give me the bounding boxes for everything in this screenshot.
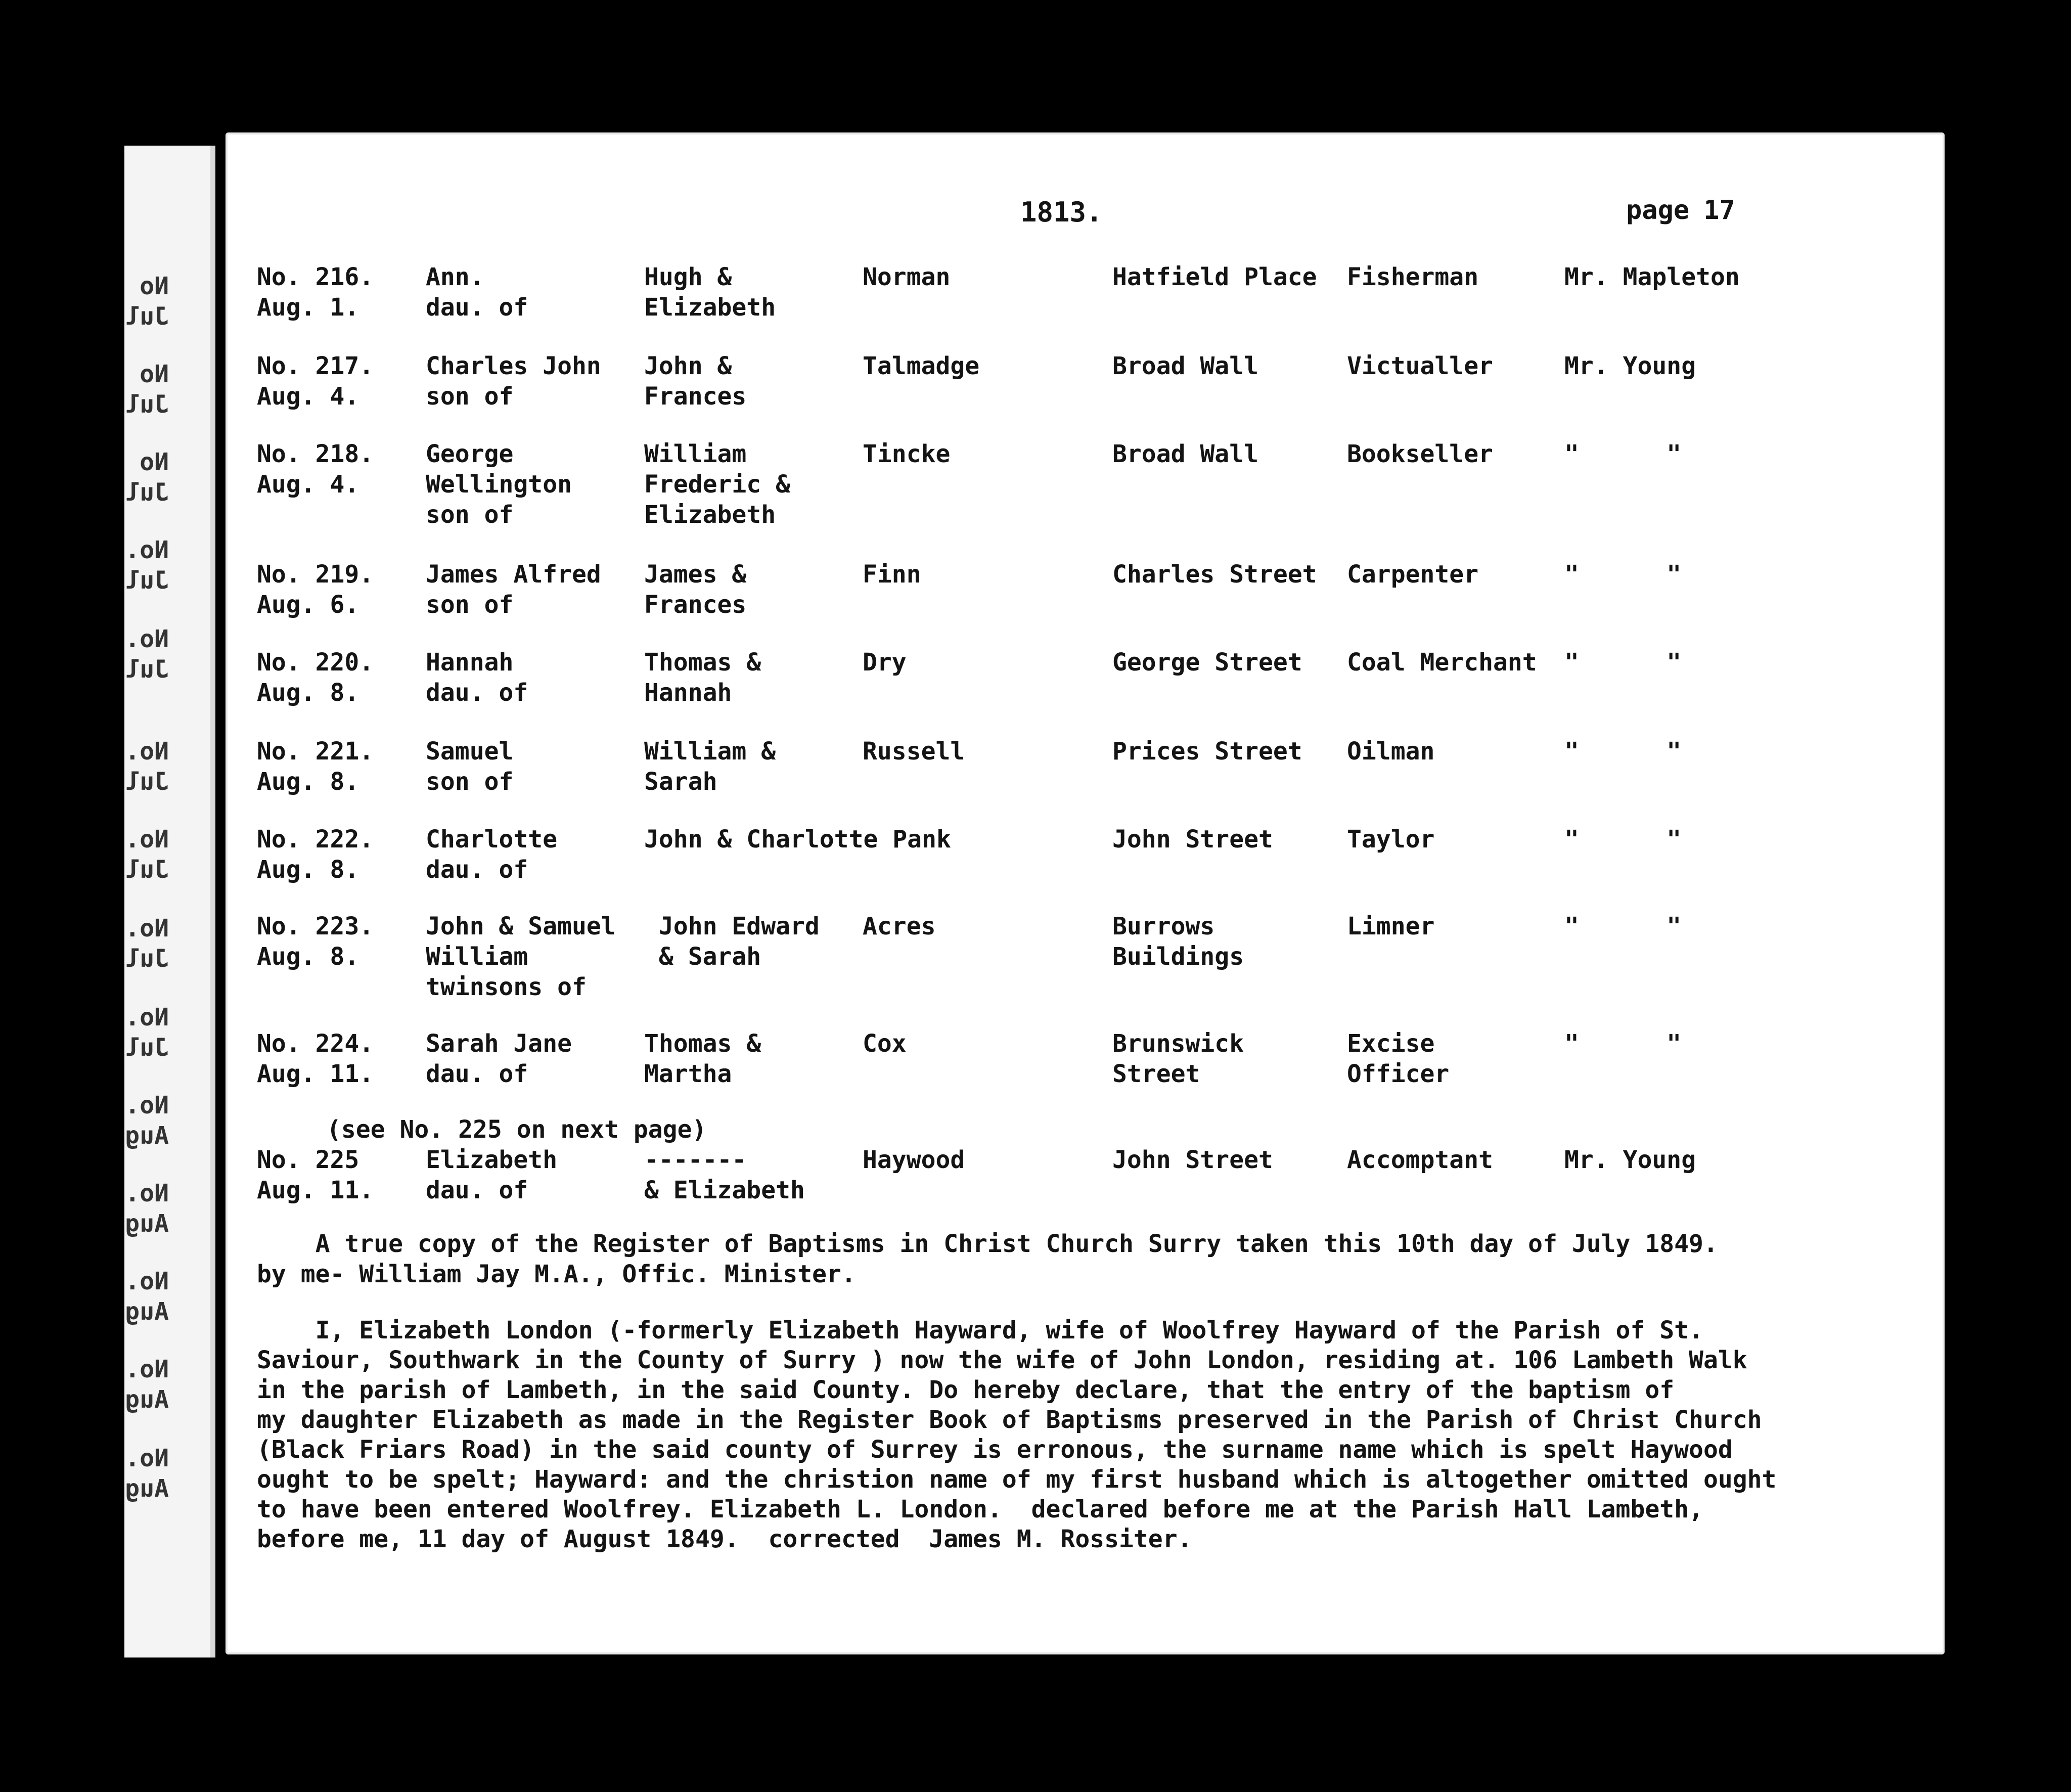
- child-name-line: William: [426, 943, 528, 971]
- declaration-line: my daughter Elizabeth as made in the Register Book of Baptisms preserved in the Parish of Christ Church: [257, 1406, 1762, 1434]
- trade: [1347, 1028, 1449, 1089]
- entry-number-line: Aug. 8.: [257, 679, 359, 707]
- trade-line: Coal Merchant: [1347, 648, 1537, 677]
- child-name: [426, 262, 528, 323]
- parents-names-line: Martha: [644, 1060, 732, 1088]
- abode: [1112, 351, 1258, 381]
- trade-line: Oilman: [1347, 737, 1435, 766]
- parents-names-line: Frances: [644, 591, 747, 619]
- entry-number-line: Aug. 1.: [257, 293, 359, 322]
- minister: [1564, 351, 1696, 381]
- margin-fragment-line: Jul: [125, 302, 169, 331]
- parents-names: [644, 911, 820, 972]
- margin-fragment-line: Aug: [125, 1122, 169, 1150]
- trade-line: Fisherman: [1347, 263, 1479, 291]
- entry-number-line: Aug. 11.: [257, 1176, 374, 1204]
- minister: [1564, 736, 1681, 767]
- margin-fragment-line: No: [140, 360, 169, 388]
- margin-fragment-line: No.: [125, 737, 169, 766]
- abode-line: John Street: [1112, 1146, 1273, 1174]
- minister-line: " ": [1564, 648, 1682, 677]
- minister-line: " ": [1564, 737, 1682, 766]
- abode-line: Street: [1112, 1060, 1200, 1088]
- surname-line: Tincke: [863, 440, 951, 468]
- surname-line: Cox: [863, 1029, 907, 1058]
- parents-names-line: Frances: [644, 382, 747, 411]
- child-name: [426, 351, 601, 412]
- child-name-line: John & Samuel: [426, 912, 616, 940]
- entry-number: [257, 824, 374, 885]
- parents-names: [644, 1028, 761, 1089]
- child-name-line: Charles John: [426, 352, 601, 380]
- surname-line: Acres: [863, 912, 936, 940]
- trade: [1347, 439, 1493, 469]
- minister-line: " ": [1564, 825, 1682, 854]
- margin-fragment-line: Aug: [125, 1474, 169, 1503]
- margin-fragment: [125, 824, 169, 885]
- declaration-line: Saviour, Southwark in the County of Surry ) now the wife of John London, residing at. 106 Lambeth Walk: [257, 1346, 1747, 1374]
- certification-line: A true copy of the Register of Baptisms in Christ Church Surry taken this 10th day of July 1849.: [257, 1230, 1718, 1258]
- minister-line: Mr. Young: [1564, 352, 1696, 380]
- minister-line: Mr. Young: [1564, 1146, 1696, 1174]
- entry-number-line: No. 220.: [257, 648, 374, 677]
- margin-fragment: [125, 1090, 169, 1151]
- parents-names-line: -------: [644, 1146, 747, 1174]
- margin-fragment: [125, 447, 169, 508]
- parents-names: [644, 647, 761, 708]
- trade: [1347, 559, 1478, 590]
- parents-names: [644, 439, 790, 530]
- entry-number: [257, 911, 374, 972]
- abode: [1112, 736, 1302, 767]
- register-page: [226, 132, 1945, 1654]
- certification-line: by me- William Jay M.A., Offic. Minister.: [257, 1260, 856, 1288]
- abode-line: Charles Street: [1112, 560, 1317, 589]
- declaration-line: I, Elizabeth London (-formerly Elizabeth Hayward, wife of Woolfrey Hayward of the Parish of St.: [257, 1316, 1703, 1345]
- margin-fragment-line: No.: [125, 625, 169, 653]
- trade: [1347, 736, 1434, 767]
- child-name: [426, 736, 513, 797]
- abode: [1112, 262, 1317, 292]
- surname-line: Finn: [863, 560, 921, 589]
- margin-fragment: [125, 1002, 169, 1063]
- entry-number: [257, 647, 374, 708]
- entry-number-line: No. 218.: [257, 440, 374, 468]
- margin-fragment-line: No.: [125, 914, 169, 943]
- margin-fragment: [125, 736, 169, 797]
- abode: [1112, 439, 1258, 469]
- child-name-line: dau. of: [426, 679, 528, 707]
- surname: [863, 1145, 965, 1175]
- surname-line: Dry: [863, 648, 907, 677]
- parents-names-line: Hannah: [644, 679, 732, 707]
- minister: [1564, 647, 1681, 678]
- surname: [863, 559, 921, 590]
- child-name-line: Elizabeth: [426, 1146, 558, 1174]
- parents-names: [644, 351, 746, 412]
- abode-line: Broad Wall: [1112, 352, 1258, 380]
- abode: [1112, 911, 1244, 972]
- parents-names-line: & Elizabeth: [644, 1176, 805, 1204]
- parents-names-line: John &: [644, 352, 732, 380]
- margin-fragment: [125, 1266, 169, 1327]
- declaration-line: to have been entered Woolfrey. Elizabeth L. London. declared before me at the Parish Hall Lambeth,: [257, 1495, 1703, 1524]
- child-name-line: Ann.: [426, 263, 484, 291]
- margin-fragment-line: Aug: [125, 1385, 169, 1414]
- trade: [1347, 824, 1434, 855]
- declaration-line: (Black Friars Road) in the said county of Surrey is erronous, the surname name which is spelt Haywood: [257, 1436, 1733, 1464]
- trade: [1347, 351, 1493, 381]
- margin-fragment-line: No.: [125, 1355, 169, 1383]
- child-name-line: Sarah Jane: [426, 1029, 572, 1058]
- trade-line: Bookseller: [1347, 440, 1493, 468]
- parents-names-line: Frederic &: [644, 470, 790, 499]
- margin-fragment-line: Jul: [125, 390, 169, 419]
- margin-fragment-line: No: [140, 272, 169, 300]
- declaration-line: before me, 11 day of August 1849. corrected James M. Rossiter.: [257, 1525, 1192, 1553]
- child-name: [426, 911, 616, 1002]
- abode-line: George Street: [1112, 648, 1302, 677]
- child-name-line: Samuel: [426, 737, 514, 766]
- page-number-value: 17: [1703, 195, 1735, 226]
- margin-fragment: [125, 1354, 169, 1415]
- margin-fragment: [125, 1443, 169, 1504]
- minister: [1564, 439, 1681, 469]
- surname: [863, 262, 950, 292]
- margin-fragment-line: Jul: [125, 566, 169, 595]
- entry-number-line: Aug. 4.: [257, 470, 359, 499]
- margin-fragment: [125, 359, 169, 420]
- parents-names-line: William: [644, 440, 747, 468]
- abode: [1112, 1145, 1273, 1175]
- parents-names: [644, 736, 776, 797]
- minister: [1564, 1145, 1696, 1175]
- abode-line: Broad Wall: [1112, 440, 1258, 468]
- child-name-line: James Alfred: [426, 560, 601, 589]
- trade: [1347, 1145, 1493, 1175]
- margin-fragment-line: Jul: [125, 945, 169, 973]
- surname: [863, 351, 979, 381]
- trade-line: Limner: [1347, 912, 1435, 940]
- abode-line: Buildings: [1112, 943, 1244, 971]
- entry-number: [257, 559, 374, 620]
- child-name-line: dau. of: [426, 1176, 528, 1204]
- surname-line: Talmadge: [863, 352, 980, 380]
- minister: [1564, 824, 1681, 855]
- entry-number-line: No. 223.: [257, 912, 374, 940]
- surname: [863, 439, 950, 469]
- entry-number-line: No. 222.: [257, 825, 374, 854]
- margin-fragment-line: No.: [125, 1444, 169, 1472]
- parents-names-line: John & Charlotte Pank: [644, 825, 951, 854]
- parents-names: [644, 559, 746, 620]
- margin-fragment-line: No.: [125, 1179, 169, 1207]
- margin-fragment-line: No.: [125, 825, 169, 854]
- parents-names: [644, 824, 951, 855]
- margin-fragment-line: No.: [125, 1003, 169, 1032]
- page-label: page: [1626, 195, 1690, 226]
- entry-number: [257, 351, 374, 412]
- declaration-line: in the parish of Lambeth, in the said County. Do hereby declare, that the entry of the baptism of: [257, 1376, 1675, 1404]
- entry-number-line: No. 224.: [257, 1029, 374, 1058]
- margin-fragment-line: Jul: [125, 655, 169, 684]
- page-number: [1626, 195, 1735, 226]
- trade-line: Carpenter: [1347, 560, 1479, 589]
- surname-line: Norman: [863, 263, 951, 291]
- trade-line: Taylor: [1347, 825, 1435, 854]
- declaration-line: ought to be spelt; Hayward: and the christion name of my first husband which is altogether omitted ought: [257, 1465, 1777, 1494]
- margin-fragment-line: No.: [125, 1091, 169, 1119]
- surname: [863, 911, 936, 942]
- certification-paragraph: [257, 1229, 1905, 1289]
- margin-fragment-line: No: [140, 448, 169, 476]
- entry-number-line: No. 225: [257, 1146, 359, 1174]
- child-name-line: son of: [426, 382, 514, 411]
- trade: [1347, 647, 1537, 678]
- entry-number-line: Aug. 11.: [257, 1060, 374, 1088]
- child-name-line: twinsons of: [426, 973, 587, 1001]
- minister: [1564, 911, 1681, 942]
- child-name-line: dau. of: [426, 1060, 528, 1088]
- margin-fragment: [125, 624, 169, 685]
- abode: [1112, 1028, 1244, 1089]
- entry-number: [257, 736, 374, 797]
- minister-line: " ": [1564, 1029, 1682, 1058]
- margin-fragment-line: No.: [125, 536, 169, 564]
- margin-fragment-line: Aug: [125, 1209, 169, 1238]
- parents-names: [644, 1145, 805, 1205]
- child-name-line: Wellington: [426, 470, 572, 499]
- margin-fragment-line: Jul: [125, 856, 169, 884]
- margin-fragment: [125, 535, 169, 596]
- margin-fragment: [125, 1178, 169, 1239]
- abode: [1112, 824, 1273, 855]
- child-name: [426, 824, 557, 885]
- entry-number: [257, 262, 374, 323]
- entry-number: [257, 439, 374, 500]
- entry-row: [226, 439, 1945, 560]
- margin-fragment-line: Jul: [125, 768, 169, 796]
- minister: [1564, 262, 1740, 292]
- margin-fragment-line: No.: [125, 1267, 169, 1295]
- trade-line: Accomptant: [1347, 1146, 1493, 1174]
- margin-fragment: [125, 913, 169, 974]
- parents-names-line: Elizabeth: [644, 293, 776, 322]
- child-name-line: son of: [426, 591, 514, 619]
- surname: [863, 736, 965, 767]
- abode-line: Prices Street: [1112, 737, 1302, 766]
- entry-number-line: Aug. 8.: [257, 943, 359, 971]
- surname-line: Russell: [863, 737, 965, 766]
- child-name: [426, 439, 572, 530]
- entry-number-line: No. 219.: [257, 560, 374, 589]
- abode-line: Burrows: [1112, 912, 1215, 940]
- surname: [863, 647, 907, 678]
- trade-line: Officer: [1347, 1060, 1450, 1088]
- surname: [863, 1028, 907, 1059]
- parents-names: [644, 262, 776, 323]
- child-name-line: dau. of: [426, 293, 528, 322]
- margin-fragment-line: Aug: [125, 1297, 169, 1326]
- child-name-line: son of: [426, 501, 514, 529]
- abode-line: Brunswick: [1112, 1029, 1244, 1058]
- parents-names-line: Hugh &: [644, 263, 732, 291]
- abode-line: John Street: [1112, 825, 1273, 854]
- parents-names-line: Elizabeth: [644, 501, 776, 529]
- parents-names-line: Sarah: [644, 768, 717, 796]
- entry-number-line: Aug. 8.: [257, 856, 359, 884]
- trade-line: Victualler: [1347, 352, 1493, 380]
- register-year: 1813.: [1020, 196, 1103, 228]
- minister: [1564, 559, 1681, 590]
- entry-number-line: Aug. 6.: [257, 591, 359, 619]
- abode-line: Hatfield Place: [1112, 263, 1317, 291]
- entry-number: [257, 1028, 374, 1089]
- see-next-page-note: (see No. 225 on next page): [327, 1115, 707, 1144]
- parents-names-line: Thomas &: [644, 1029, 761, 1058]
- entry-number-line: No. 216.: [257, 263, 374, 291]
- child-name-line: Charlotte: [426, 825, 558, 854]
- minister: [1564, 1028, 1681, 1059]
- entry-number-line: Aug. 4.: [257, 382, 359, 411]
- child-name: [426, 1145, 557, 1205]
- child-name-line: son of: [426, 768, 514, 796]
- abode: [1112, 647, 1302, 678]
- child-name: [426, 647, 528, 708]
- parents-names-line: Thomas &: [644, 648, 761, 677]
- child-name-line: dau. of: [426, 856, 528, 884]
- minister-line: " ": [1564, 440, 1682, 468]
- entry-number: [257, 1145, 374, 1205]
- parents-names-line: James &: [644, 560, 747, 589]
- surname-line: Haywood: [863, 1146, 965, 1174]
- trade: [1347, 262, 1478, 292]
- margin-fragment-line: Jul: [125, 478, 169, 507]
- child-name: [426, 559, 601, 620]
- minister-line: " ": [1564, 560, 1682, 589]
- entry-row: [226, 911, 1945, 1033]
- abode: [1112, 559, 1317, 590]
- margin-fragment: [125, 271, 169, 332]
- previous-page-strip: [124, 146, 215, 1657]
- minister-line: " ": [1564, 912, 1682, 940]
- entry-number-line: No. 217.: [257, 352, 374, 380]
- parents-names-line: & Sarah: [644, 943, 761, 971]
- minister-line: Mr. Mapleton: [1564, 263, 1740, 291]
- child-name-line: George: [426, 440, 514, 468]
- declaration-paragraph: [257, 1316, 1915, 1554]
- entry-number-line: Aug. 8.: [257, 768, 359, 796]
- parents-names-line: John Edward: [644, 912, 820, 940]
- trade: [1347, 911, 1434, 942]
- trade-line: Excise: [1347, 1029, 1435, 1058]
- child-name: [426, 1028, 572, 1089]
- parents-names-line: William &: [644, 737, 776, 766]
- entry-number-line: No. 221.: [257, 737, 374, 766]
- child-name-line: Hannah: [426, 648, 514, 677]
- margin-fragment-line: Jul: [125, 1034, 169, 1062]
